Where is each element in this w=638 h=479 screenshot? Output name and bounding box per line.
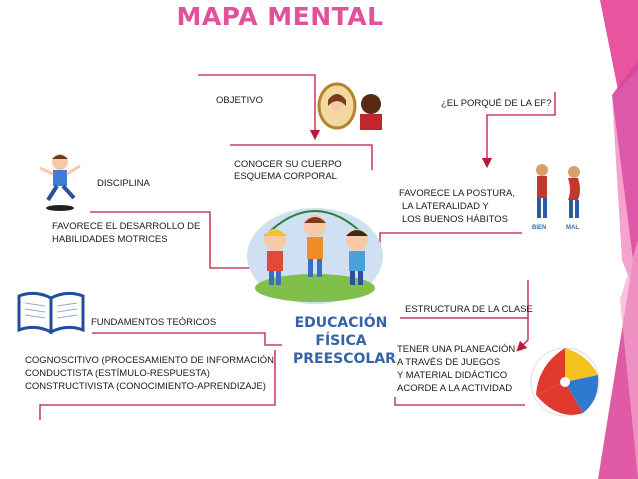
- node-tener-line2: A TRAVÉS DE JUEGOS: [397, 357, 501, 368]
- posture-label-bien: BIEN: [532, 225, 547, 231]
- children-jump-rope-illustration: [245, 196, 385, 306]
- node-porque: ¿EL PORQUÉ DE LA EF?: [441, 98, 552, 109]
- posture-label-mal: MAL: [566, 225, 579, 231]
- connector-tener: [395, 397, 525, 405]
- node-tener-line3: Y MATERIAL DIDÁCTICO: [397, 370, 508, 381]
- slide-title: MAPA MENTAL: [176, 2, 384, 31]
- node-favorece-desarrollo-line2: HABILIDADES MOTRICES: [52, 234, 168, 245]
- node-conocer-line2: ESQUEMA CORPORAL: [234, 171, 337, 182]
- node-favorece-desarrollo-line1: FAVORECE EL DESARROLLO DE: [52, 221, 201, 232]
- mirror-illustration: [315, 82, 385, 132]
- connector-fundamentos: [92, 333, 282, 345]
- center-topic: [293, 314, 396, 368]
- node-fundamentos: FUNDAMENTOS TEÓRICOS: [91, 317, 217, 328]
- node-disciplina: DISCIPLINA: [97, 178, 150, 189]
- center-line1: EDUCACIÓN: [294, 315, 388, 331]
- node-tener-line1: TENER UNA PLANEACIÓN: [397, 344, 516, 355]
- connector-estructura-down: [520, 318, 528, 348]
- book-illustration: [15, 288, 87, 336]
- beach-ball-illustration: [528, 345, 602, 419]
- center-line2: FÍSICA: [315, 333, 367, 349]
- node-favorece-postura-line3: LOS BUENOS HÁBITOS: [402, 214, 508, 225]
- node-estructura: ESTRUCTURA DE LA CLASE: [405, 304, 533, 315]
- node-cognoscitivo: COGNOSCITIVO (PROCESAMIENTO DE INFORMACIÓN: [25, 355, 274, 366]
- node-favorece-postura-line1: FAVORECE LA POSTURA,: [399, 188, 515, 199]
- node-tener-line4: ACORDE A LA ACTIVIDAD: [397, 383, 513, 394]
- node-constructivista: CONSTRUCTIVISTA (CONOCIMIENTO-APRENDIZAJE): [25, 381, 266, 392]
- node-favorece-postura-line2: LA LATERALIDAD Y: [402, 201, 489, 212]
- node-conductista: CONDUCTISTA (ESTÍMULO-RESPUESTA): [25, 368, 210, 379]
- connector-postura: [380, 233, 522, 258]
- center-line3: PREESCOLAR: [293, 351, 396, 367]
- running-kid-illustration: [30, 150, 90, 215]
- node-conocer-line1: CONOCER SU CUERPO: [234, 159, 342, 170]
- node-objetivo: OBJETIVO: [216, 95, 263, 106]
